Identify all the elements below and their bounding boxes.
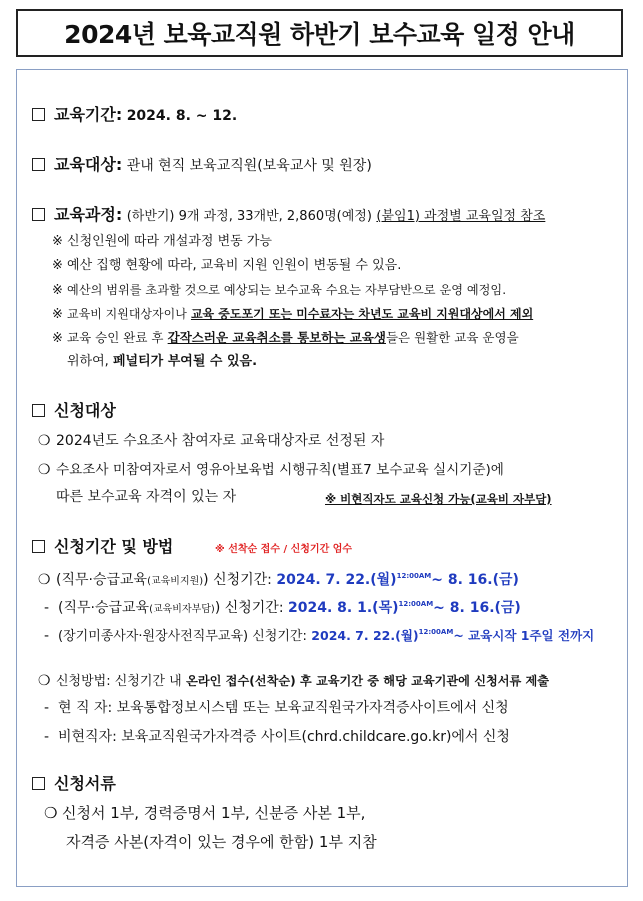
period-text: (직무·승급교육	[56, 572, 148, 588]
course-label: 교육과정	[54, 205, 116, 224]
checkbox-icon	[32, 158, 45, 171]
period-date: ~ 8. 16.(금)	[431, 572, 519, 588]
applicants-item-1	[38, 431, 384, 451]
item-text: 수요조사 미참여자로서 영유아보육법 시행규칙(별표7 보수교육 실시기준)에	[56, 462, 504, 478]
dash-icon: -	[44, 600, 50, 616]
period-date: 2024. 8. 1.(목)	[288, 600, 399, 616]
note-mark: ※	[52, 331, 63, 346]
period-time: 12:00AM	[398, 600, 434, 608]
checkbox-icon	[32, 540, 45, 553]
dash-icon: -	[44, 628, 50, 644]
apply-period-1	[38, 566, 519, 592]
docs-line-1	[44, 803, 365, 823]
applicants-note: ※ 비현직자도 교육신청 가능(교육비 자부담)	[325, 492, 552, 506]
bullet-icon: ❍	[38, 433, 51, 449]
period-date: ~ 교육시작 1주일 전까지	[453, 628, 595, 643]
note-text: 들은 원활한 교육 운영을	[385, 330, 519, 345]
note-mark: ※	[52, 258, 63, 273]
dash-icon: -	[44, 700, 50, 716]
period-date: ~ 8. 16.(금)	[433, 600, 521, 616]
item-text: 따른 보수교육 자격이 있는 자	[56, 489, 237, 505]
course-note-1	[52, 232, 272, 252]
period-time: 12:00AM	[418, 628, 454, 636]
bullet-icon: ❍	[38, 673, 51, 689]
method-text: 신청방법: 신청기간 내	[56, 674, 182, 689]
apply-label: 신청기간 및 방법	[54, 537, 174, 556]
period-text: ) 신청기간:	[214, 600, 284, 616]
note-mark: ※	[52, 307, 63, 322]
course-ref: (붙임1) 과정별 교육일정 참조	[376, 209, 546, 224]
docs-text: 신청서 1부, 경력증명서 1부, 신분증 사본 1부,	[62, 804, 366, 822]
applicants-row	[32, 401, 116, 422]
course-row	[32, 205, 545, 227]
apply-warning: ※ 선착순 접수 / 신청기간 엄수	[215, 544, 353, 555]
target-label: 교육대상	[54, 155, 116, 174]
course-sep: :	[115, 205, 123, 224]
period-sub: (교육비지원)	[147, 576, 204, 587]
course-note-3	[52, 280, 506, 301]
applicants-item-2-cont	[56, 487, 236, 507]
target-sep: :	[115, 155, 123, 174]
applicants-item-2	[38, 460, 504, 480]
docs-text: 자격증 사본(자격이 있는 경우에 한함) 1부 지참	[66, 833, 377, 851]
period-sub: (교육비자부담)	[149, 604, 215, 615]
checkbox-icon	[32, 404, 45, 417]
apply-row	[32, 537, 173, 558]
item-text: 2024년도 수요조사 참여자로 교육대상자로 선정된 자	[56, 433, 385, 449]
bullet-icon: ❍	[44, 804, 58, 822]
note-text: 위하여,	[67, 354, 109, 369]
note-text: 교육 승인 완료 후	[67, 330, 164, 345]
note-mark: ※	[52, 234, 63, 249]
checkbox-icon	[32, 108, 45, 121]
note-emphasis: 교육 중도포기 또는 미수료자는 차년도 교육비 지원대상에서 제외	[190, 307, 534, 321]
note-text: 예산의 범위를 초과할 것으로 예상되는 보수교육 수요는 자부담반으로 운영 예정임.	[67, 283, 507, 297]
apply-method-former	[44, 727, 510, 747]
checkbox-icon	[32, 208, 45, 221]
period-label: 교육기간	[54, 105, 116, 124]
page-title: 2024년 보육교직원 하반기 보수교육 일정 안내	[64, 20, 575, 49]
docs-label: 신청서류	[54, 774, 116, 793]
period-time: 12:00AM	[396, 572, 432, 580]
period-sep: :	[115, 105, 123, 124]
method-text: 비현직자: 보육교직원국가자격증 사이트(chrd.childcare.go.kr)에서 신청	[58, 729, 510, 745]
note-mark: ※	[52, 283, 63, 298]
period-text: (직무·승급교육	[58, 600, 150, 616]
bullet-icon: ❍	[38, 462, 51, 478]
course-value: (하반기) 9개 과정, 33개반, 2,860명(예정)	[126, 209, 372, 224]
note-text: 예산 집행 현황에 따라, 교육비 지원 인원이 변동될 수 있음.	[67, 258, 402, 273]
period-text: ) 신청기간:	[203, 572, 272, 588]
apply-period-3	[44, 622, 594, 647]
course-note-5	[52, 328, 519, 349]
applicants-label: 신청대상	[54, 401, 116, 420]
title-box	[16, 9, 623, 57]
course-note-5-cont	[67, 352, 257, 372]
course-note-2	[52, 256, 401, 276]
checkbox-icon	[32, 777, 45, 790]
bullet-icon: ❍	[38, 572, 51, 588]
period-value: 2024. 8. ~ 12.	[126, 108, 238, 124]
note-text: 신청인원에 따라 개설과정 변동 가능	[67, 234, 272, 249]
method-text: 현 직 자: 보육통합정보시스템 또는 보육교직원국가자격증사이트에서 신청	[58, 700, 509, 716]
docs-row	[32, 774, 116, 795]
apply-period-2	[44, 594, 521, 620]
apply-method-current	[44, 698, 509, 718]
target-row	[32, 155, 372, 176]
target-value: 관내 현직 보육교직원(보육교사 및 원장)	[126, 158, 372, 174]
period-date: 2024. 7. 22.(월)	[311, 628, 419, 643]
docs-line-2	[66, 832, 377, 852]
period-row	[32, 105, 237, 126]
course-note-4	[52, 304, 533, 325]
note-emphasis: 갑작스러운 교육취소를 통보하는 교육생	[167, 330, 386, 345]
note-text: 교육비 지원대상자이나	[67, 307, 187, 321]
dash-icon: -	[44, 729, 50, 745]
apply-method	[38, 671, 549, 692]
period-text: (장기미종사자·원장사전직무교육) 신청기간:	[58, 629, 307, 644]
method-emphasis: 온라인 접수(선착순) 후 교육기간 중 해당 교육기관에 신청서류 제출	[186, 674, 550, 688]
period-date: 2024. 7. 22.(월)	[276, 572, 397, 588]
note-emphasis: 페널티가 부여될 수 있음.	[112, 354, 258, 369]
